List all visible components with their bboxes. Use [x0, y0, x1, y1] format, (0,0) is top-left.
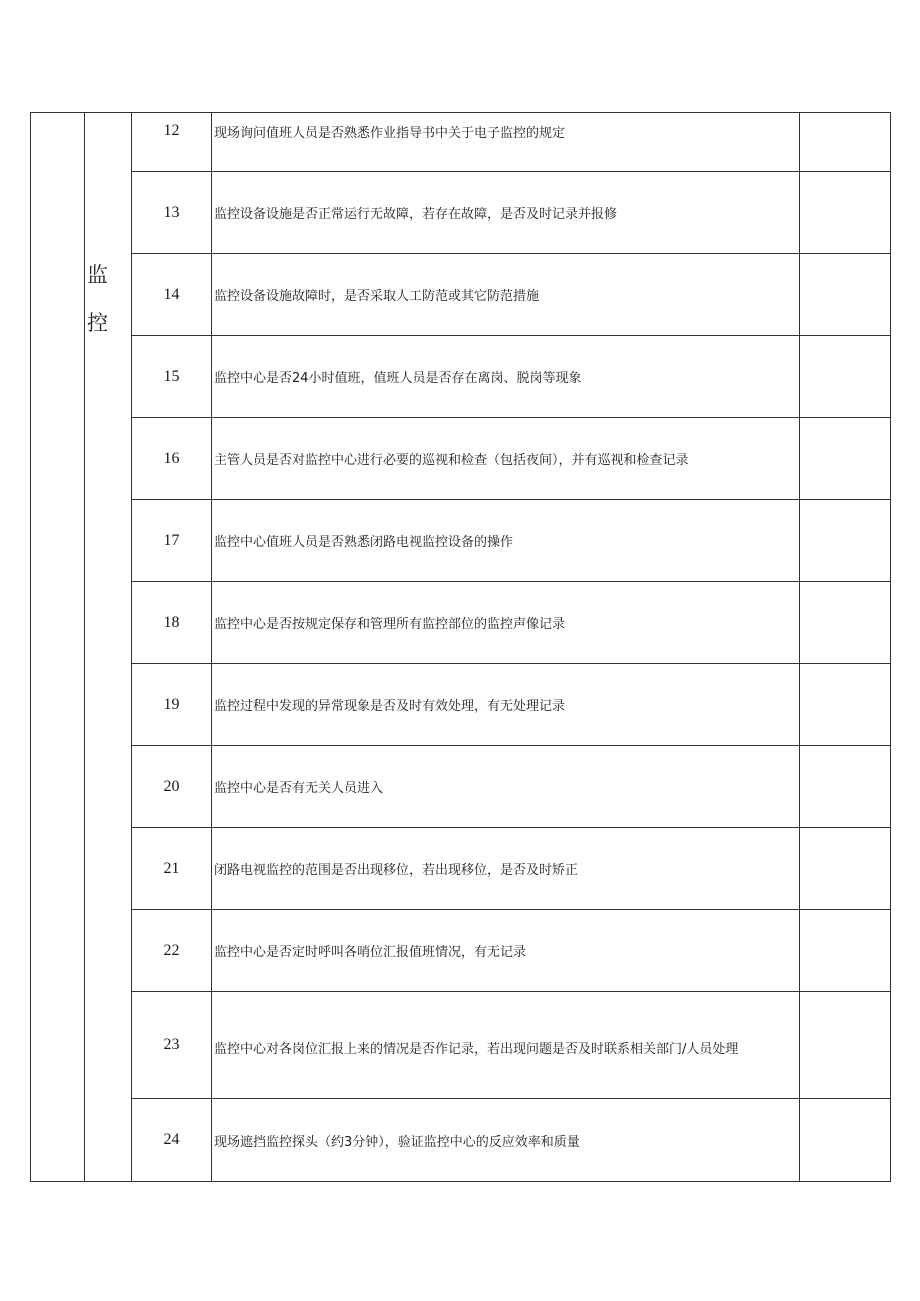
result-cell[interactable] — [800, 254, 891, 336]
item-number: 18 — [132, 582, 212, 664]
table-row — [31, 254, 891, 336]
item-description: 监控中心对各岗位汇报上来的情况是否作记录，若出现问题是否及时联系相关部门/人员处理 — [212, 992, 800, 1099]
table-row — [31, 910, 891, 992]
table-row — [31, 992, 891, 1099]
category-char: 控 — [87, 311, 108, 335]
table-row — [31, 1099, 891, 1182]
item-number: 14 — [132, 254, 212, 336]
item-description: 监控中心是否24小时值班，值班人员是否存在离岗、脱岗等现象 — [212, 336, 800, 418]
item-number: 12 — [132, 113, 212, 172]
category-cell — [85, 113, 132, 1182]
table-row — [31, 113, 891, 172]
item-description: 现场遮挡监控探头（约3分钟），验证监控中心的反应效率和质量 — [212, 1099, 800, 1182]
table-row — [31, 418, 891, 500]
item-number: 24 — [132, 1099, 212, 1182]
category-char: 监 — [87, 263, 108, 287]
table-row — [31, 172, 891, 254]
result-cell[interactable] — [800, 582, 891, 664]
table-row — [31, 582, 891, 664]
result-cell[interactable] — [800, 746, 891, 828]
blank-left-column — [31, 113, 85, 1182]
item-number: 15 — [132, 336, 212, 418]
item-number: 17 — [132, 500, 212, 582]
table-row — [31, 500, 891, 582]
item-number: 20 — [132, 746, 212, 828]
result-cell[interactable] — [800, 664, 891, 746]
monitoring-checklist-table — [30, 112, 891, 1182]
table-row — [31, 664, 891, 746]
item-number: 22 — [132, 910, 212, 992]
result-cell[interactable] — [800, 992, 891, 1099]
table-row — [31, 336, 891, 418]
item-number: 13 — [132, 172, 212, 254]
result-cell[interactable] — [800, 828, 891, 910]
item-description: 监控设备设施是否正常运行无故障，若存在故障，是否及时记录并报修 — [212, 172, 800, 254]
result-cell[interactable] — [800, 336, 891, 418]
result-cell[interactable] — [800, 113, 891, 172]
table-row — [31, 746, 891, 828]
item-number: 19 — [132, 664, 212, 746]
result-cell[interactable] — [800, 418, 891, 500]
item-description: 监控中心值班人员是否熟悉闭路电视监控设备的操作 — [212, 500, 800, 582]
result-cell[interactable] — [800, 910, 891, 992]
result-cell[interactable] — [800, 1099, 891, 1182]
result-cell[interactable] — [800, 500, 891, 582]
item-description: 监控设备设施故障时，是否采取人工防范或其它防范措施 — [212, 254, 800, 336]
item-description: 现场询问值班人员是否熟悉作业指导书中关于电子监控的规定 — [212, 113, 800, 172]
item-number: 21 — [132, 828, 212, 910]
item-description: 监控中心是否按规定保存和管理所有监控部位的监控声像记录 — [212, 582, 800, 664]
item-number: 16 — [132, 418, 212, 500]
item-number: 23 — [132, 992, 212, 1099]
item-description: 主管人员是否对监控中心进行必要的巡视和检查（包括夜间），并有巡视和检查记录 — [212, 418, 800, 500]
item-description: 闭路电视监控的范围是否出现移位，若出现移位，是否及时矫正 — [212, 828, 800, 910]
item-description: 监控中心是否有无关人员进入 — [212, 746, 800, 828]
item-description: 监控过程中发现的异常现象是否及时有效处理，有无处理记录 — [212, 664, 800, 746]
item-description: 监控中心是否定时呼叫各哨位汇报值班情况，有无记录 — [212, 910, 800, 992]
result-cell[interactable] — [800, 172, 891, 254]
table-row — [31, 828, 891, 910]
